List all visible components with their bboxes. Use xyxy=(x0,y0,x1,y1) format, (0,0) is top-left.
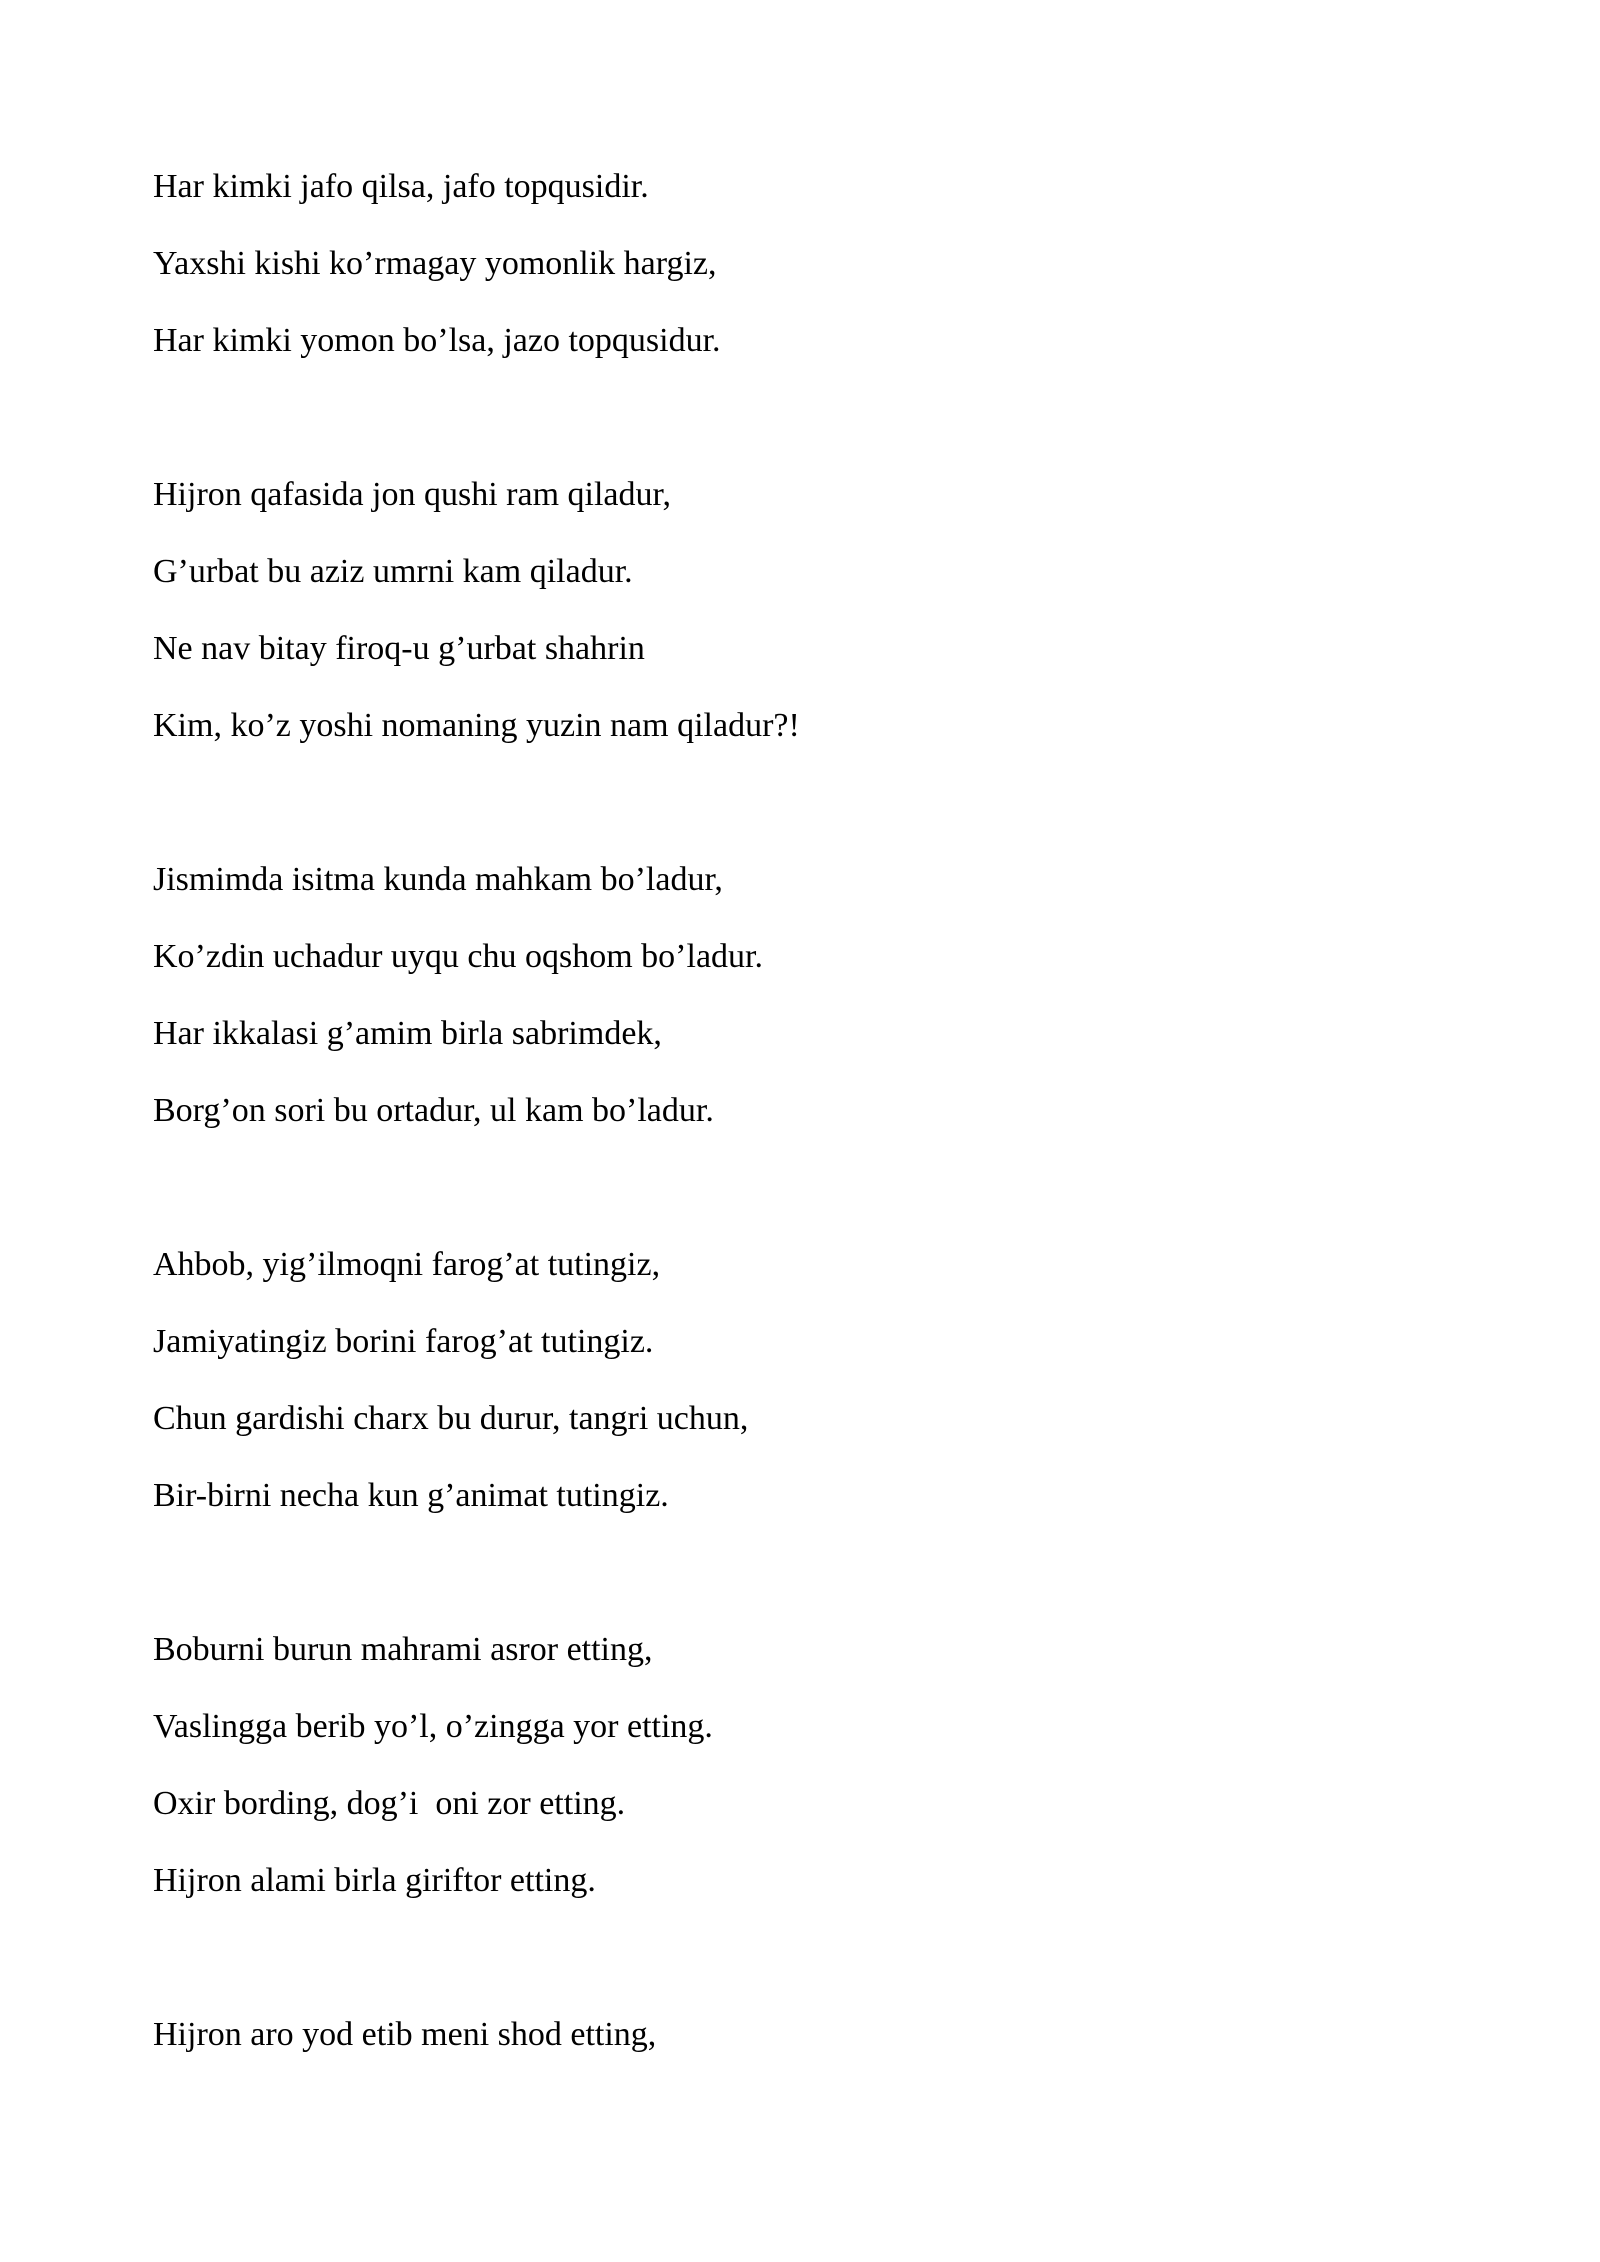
poem-line: Jismimda isitma kunda mahkam bo’ladur, xyxy=(153,861,723,898)
stanza-3 xyxy=(153,841,1453,1149)
poem-line: Hijron aro yod etib meni shod etting, xyxy=(153,2016,657,2053)
stanza-1 xyxy=(153,148,1453,379)
poem-line: Hijron qafasida jon qushi ram qiladur, xyxy=(153,476,671,513)
stanza-4 xyxy=(153,1226,1453,1534)
poem-line: Yaxshi kishi ko’rmagay yomonlik hargiz, xyxy=(153,245,717,282)
poem-line: Har kimki jafo qilsa, jafo topqusidir. xyxy=(153,168,649,205)
poem-line: Ahbob, yig’ilmoqni farog’at tutingiz, xyxy=(153,1246,661,1283)
poem-line: Har ikkalasi g’amim birla sabrimdek, xyxy=(153,1015,662,1052)
poem-line: G’urbat bu aziz umrni kam qiladur. xyxy=(153,553,633,590)
poem-line: Kim, ko’z yoshi nomaning yuzin nam qiladur?! xyxy=(153,707,800,744)
poem-line: Vaslingga berib yo’l, o’zingga yor etting. xyxy=(153,1708,713,1745)
poem-line: Bir-birni necha kun g’animat tutingiz. xyxy=(153,1477,669,1514)
poem-line: Oxir bording, dog’i oni zor etting. xyxy=(153,1785,626,1822)
poem-line: Jamiyatingiz borini farog’at tutingiz. xyxy=(153,1323,654,1360)
poem-line: Har kimki yomon bo’lsa, jazo topqusidur. xyxy=(153,322,721,359)
stanza-6 xyxy=(153,1996,1453,2073)
poem-line: Chun gardishi charx bu durur, tangri uchun, xyxy=(153,1400,749,1437)
poem-line: Boburni burun mahrami asror etting, xyxy=(153,1631,653,1668)
poem-line: Ko’zdin uchadur uyqu chu oqshom bo’ladur. xyxy=(153,938,763,975)
poem-line: Hijron alami birla giriftor etting. xyxy=(153,1862,596,1899)
poem-line: Ne nav bitay firoq-u g’urbat shahrin xyxy=(153,630,645,667)
poem-line: Borg’on sori bu ortadur, ul kam bo’ladur. xyxy=(153,1092,714,1129)
poem-body xyxy=(153,148,1453,2150)
stanza-2 xyxy=(153,456,1453,764)
stanza-5 xyxy=(153,1611,1453,1919)
